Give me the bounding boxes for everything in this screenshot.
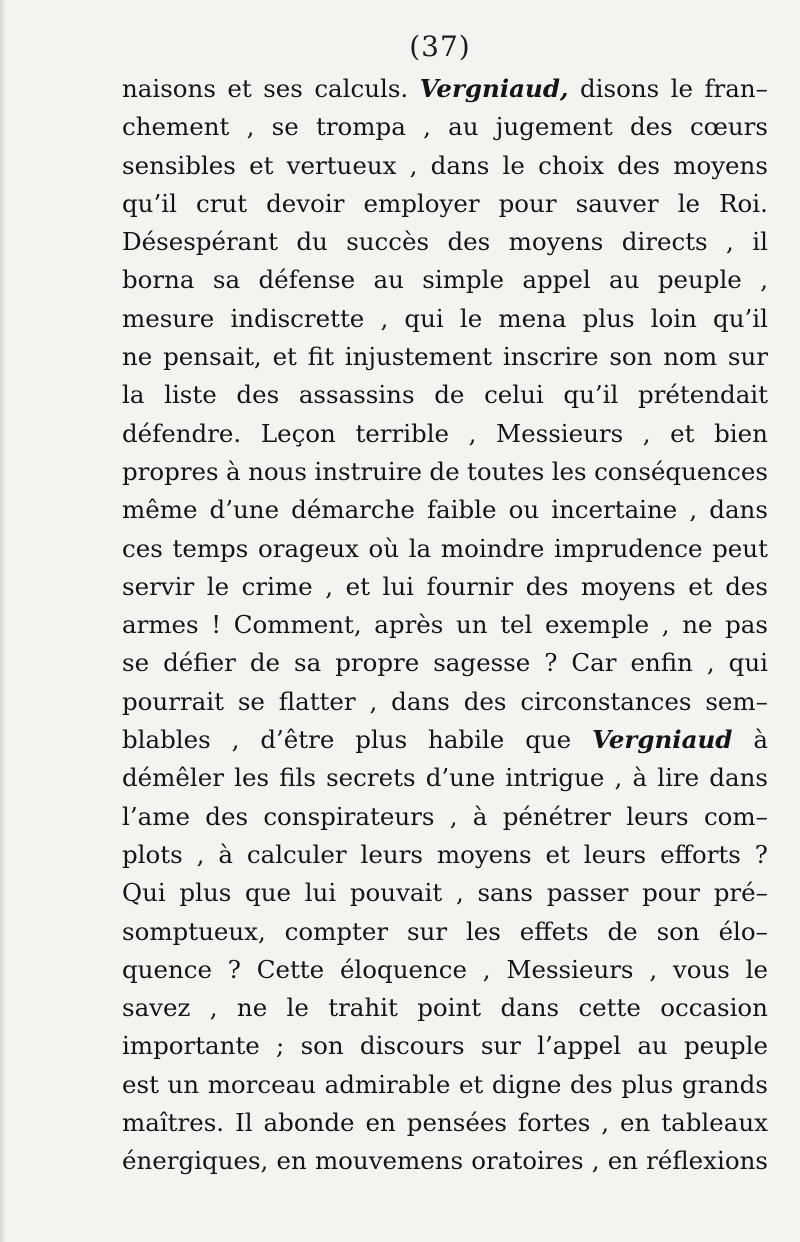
- word: nous: [248, 456, 307, 486]
- text-line: [122, 304, 768, 342]
- word: somptueux,: [122, 916, 266, 946]
- word: des: [447, 227, 491, 257]
- word: fortes: [517, 1108, 591, 1138]
- word: dans: [500, 993, 560, 1023]
- word: tel: [500, 610, 533, 640]
- word: nom: [663, 342, 718, 372]
- word: il: [752, 227, 768, 257]
- word: ,: [380, 303, 389, 333]
- word: abonde: [263, 1108, 355, 1138]
- word: fils: [279, 763, 316, 793]
- word: pré–: [713, 878, 768, 908]
- word: la: [122, 380, 145, 410]
- word: pouvait: [349, 878, 443, 908]
- word: ,: [246, 112, 255, 142]
- text-line: [122, 917, 768, 955]
- word: son: [656, 916, 700, 946]
- text-line: [122, 265, 768, 303]
- word: est: [122, 1069, 159, 1099]
- word: pensées: [406, 1108, 507, 1138]
- word: ces: [122, 533, 163, 563]
- word: tableaux: [661, 1108, 768, 1138]
- word: grands: [681, 1069, 768, 1099]
- word: plus: [355, 725, 408, 755]
- word: secrets: [326, 763, 416, 793]
- word: enfin: [630, 648, 693, 678]
- word: fournir: [426, 571, 514, 601]
- word: trompa: [315, 112, 406, 142]
- word: temps: [172, 533, 249, 563]
- word: mouvemens: [314, 1146, 464, 1176]
- word: dans: [709, 763, 768, 793]
- word: sur: [406, 916, 448, 946]
- word: ?: [227, 954, 241, 984]
- text-line: [122, 1031, 768, 1069]
- word: plus: [621, 1069, 674, 1099]
- word: réflexions: [646, 1146, 768, 1176]
- word: chement: [122, 112, 230, 142]
- word: ,: [689, 495, 698, 525]
- word: jugement: [495, 112, 613, 142]
- word: des: [617, 150, 660, 180]
- word: démêler: [122, 763, 224, 793]
- word: ,: [209, 993, 218, 1023]
- word: qui: [404, 303, 444, 333]
- word: armes: [122, 610, 199, 640]
- word: à: [226, 456, 241, 486]
- word: crut: [195, 188, 248, 218]
- word: assassins: [298, 380, 415, 410]
- word: ,: [231, 725, 240, 755]
- word: de: [607, 916, 638, 946]
- word: Messieurs: [506, 954, 634, 984]
- word: sur: [480, 1031, 521, 1061]
- word: et: [670, 418, 695, 448]
- word: le: [745, 954, 768, 984]
- word: d’une: [209, 495, 280, 525]
- word: orageux: [257, 533, 359, 563]
- text-line: [122, 112, 768, 150]
- word: Comment,: [233, 610, 362, 640]
- word: la: [408, 533, 432, 563]
- word: celui: [484, 380, 544, 410]
- word: et: [545, 839, 570, 869]
- word: et: [688, 571, 713, 601]
- word: oratoires: [471, 1146, 584, 1176]
- word: indiscrette: [230, 303, 365, 333]
- word: que: [525, 725, 572, 755]
- word: le: [459, 303, 483, 333]
- text-line: [122, 763, 768, 801]
- word: directs: [621, 227, 708, 257]
- word: vertueux: [286, 150, 397, 180]
- word: plots: [122, 839, 183, 869]
- word: et: [272, 342, 297, 372]
- word: plus: [582, 303, 635, 333]
- word: un: [456, 610, 488, 640]
- word: passer: [546, 878, 629, 908]
- word: occasion: [660, 993, 768, 1023]
- word: en: [620, 1108, 651, 1138]
- word: ou: [508, 495, 540, 525]
- word: pensait,: [163, 342, 262, 372]
- word: leurs: [583, 839, 647, 869]
- text-line: [122, 151, 768, 189]
- word: point: [417, 993, 482, 1023]
- word: toutes: [467, 456, 545, 486]
- word: imprudence: [554, 533, 703, 563]
- word: ?: [544, 648, 558, 678]
- word: pénétrer: [502, 801, 611, 831]
- word: ,: [726, 227, 734, 257]
- word: à: [753, 725, 768, 755]
- word: ,: [614, 763, 623, 793]
- word: Qui: [122, 878, 166, 908]
- text-line: [122, 610, 768, 648]
- word: en: [276, 1146, 307, 1176]
- word: fit: [307, 342, 334, 372]
- word: un: [167, 1069, 200, 1099]
- text-line: [122, 572, 768, 610]
- word: importante: [122, 1031, 260, 1061]
- word: cette: [578, 993, 641, 1023]
- word: au: [609, 265, 640, 295]
- word: au: [448, 112, 479, 142]
- word: ,: [591, 1146, 600, 1176]
- word: admirable: [324, 1069, 451, 1099]
- word: les: [465, 916, 501, 946]
- word: succès: [346, 227, 430, 257]
- text-line: [122, 419, 768, 457]
- word: qu’il: [563, 380, 619, 410]
- text-line: [122, 802, 768, 840]
- word: trahit: [328, 993, 398, 1023]
- word: incertaine: [551, 495, 678, 525]
- word: le: [677, 188, 701, 218]
- word: pas: [725, 610, 768, 640]
- text-line: [122, 1108, 768, 1146]
- word: défier: [163, 648, 236, 678]
- word: le: [286, 993, 309, 1023]
- word: Vergniaud,: [419, 74, 569, 103]
- word: énergiques,: [122, 1146, 269, 1176]
- word: son: [609, 342, 653, 372]
- word: qu’il: [713, 303, 768, 333]
- word: des: [629, 112, 673, 142]
- word: morceau: [207, 1069, 317, 1099]
- word: cœurs: [689, 112, 768, 142]
- word: discours: [359, 1031, 465, 1061]
- word: après: [374, 610, 444, 640]
- word: au: [637, 1031, 668, 1061]
- word: borna: [122, 265, 195, 295]
- word: !: [211, 610, 222, 640]
- word: de: [249, 648, 280, 678]
- word: le: [206, 571, 230, 601]
- word: ?: [754, 839, 768, 869]
- word: blables: [122, 725, 211, 755]
- word: ,: [468, 418, 477, 448]
- word: peuple: [657, 265, 742, 295]
- word: où: [368, 533, 400, 563]
- word: sa: [294, 648, 322, 678]
- word: ,: [449, 801, 458, 831]
- word: dans: [430, 150, 490, 180]
- word: Désespérant: [122, 227, 278, 257]
- word: efforts: [660, 839, 741, 869]
- word: mena: [498, 303, 567, 333]
- word: digne: [491, 1069, 562, 1099]
- text-line: [122, 878, 768, 916]
- word: calculer: [246, 839, 347, 869]
- word: quence: [122, 954, 212, 984]
- word: le: [670, 74, 694, 103]
- word: propres: [122, 456, 219, 486]
- word: simple: [422, 265, 504, 295]
- word: les: [234, 763, 270, 793]
- text-line: [122, 725, 768, 763]
- word: le: [502, 150, 525, 180]
- word: Vergniaud: [592, 725, 733, 755]
- word: élo–: [718, 916, 768, 946]
- word: prétendait: [638, 380, 768, 410]
- word: Cette: [256, 954, 325, 984]
- word: instruire: [314, 456, 422, 486]
- word: de: [434, 380, 465, 410]
- word: se: [237, 686, 265, 716]
- text-line: [122, 380, 768, 418]
- text-line: [122, 1146, 768, 1184]
- word: calculs.: [314, 74, 409, 103]
- text-line: [122, 687, 768, 725]
- word: ne: [122, 342, 153, 372]
- word: ,: [482, 954, 491, 984]
- word: au: [373, 265, 404, 295]
- word: servir: [122, 571, 195, 601]
- word: ,: [649, 954, 658, 984]
- word: ,: [369, 686, 378, 716]
- word: à: [218, 839, 233, 869]
- word: leurs: [626, 801, 689, 831]
- word: sagesse: [433, 648, 531, 678]
- word: même: [122, 495, 198, 525]
- word: mesure: [122, 303, 215, 333]
- page-edge-shadow: [0, 0, 6, 1242]
- text-line: [122, 534, 768, 572]
- word: des: [463, 686, 507, 716]
- word: habile: [428, 725, 505, 755]
- word: éloquence: [339, 954, 467, 984]
- word: qui: [728, 648, 768, 678]
- word: ,: [706, 648, 715, 678]
- text-line: [122, 1070, 768, 1108]
- word: Il: [235, 1108, 253, 1138]
- word: à: [632, 763, 648, 793]
- word: défense: [258, 265, 356, 295]
- word: pourrait: [122, 686, 224, 716]
- word: Leçon: [260, 418, 336, 448]
- word: ;: [276, 1031, 285, 1061]
- word: en: [365, 1108, 396, 1138]
- word: ,: [325, 571, 334, 601]
- word: peut: [712, 533, 768, 563]
- word: l’appel: [537, 1031, 622, 1061]
- word: bien: [714, 418, 768, 448]
- text-line: [122, 457, 768, 495]
- word: compter: [284, 916, 389, 946]
- word: qu’il: [122, 188, 177, 218]
- word: Messieurs: [496, 418, 624, 448]
- word: ne: [236, 993, 268, 1023]
- word: pour: [642, 878, 701, 908]
- word: sem–: [705, 686, 768, 716]
- word: dans: [391, 686, 450, 716]
- word: son: [300, 1031, 344, 1061]
- word: des: [725, 571, 768, 601]
- word: moyens: [508, 227, 604, 257]
- word: ,: [409, 150, 418, 180]
- word: ,: [455, 878, 464, 908]
- word: des: [570, 1069, 613, 1099]
- word: sur: [727, 342, 768, 372]
- word: moyens: [673, 150, 768, 180]
- word: leurs: [360, 839, 423, 869]
- word: inscrire: [502, 342, 599, 372]
- word: fran–: [704, 74, 768, 103]
- word: sans: [477, 878, 533, 908]
- text-line: [122, 955, 768, 993]
- word: choix: [538, 150, 605, 180]
- word: de: [429, 456, 460, 486]
- word: circonstances: [520, 686, 692, 716]
- word: du: [296, 227, 328, 257]
- word: Car: [571, 648, 617, 678]
- word: se: [122, 648, 150, 678]
- text-line: [122, 495, 768, 533]
- word: conséquences: [594, 456, 768, 486]
- body-text: [122, 74, 768, 1185]
- word: conspirateurs: [263, 801, 435, 831]
- page-number: (37): [409, 30, 471, 63]
- word: des: [205, 801, 249, 831]
- word: loin: [650, 303, 697, 333]
- word: moindre: [440, 533, 545, 563]
- word: vous: [672, 954, 730, 984]
- word: démarche: [291, 495, 415, 525]
- word: liste: [164, 380, 217, 410]
- word: disons: [580, 74, 660, 103]
- word: employer: [363, 188, 480, 218]
- text-line: [122, 74, 768, 112]
- word: ne: [682, 610, 713, 640]
- word: Roi.: [719, 188, 768, 218]
- word: naisons: [122, 74, 216, 103]
- word: crime: [241, 571, 313, 601]
- word: moyens: [581, 571, 676, 601]
- word: pour: [498, 188, 557, 218]
- word: et: [345, 571, 370, 601]
- word: moyens: [436, 839, 532, 869]
- word: ,: [642, 418, 651, 448]
- word: et: [249, 150, 274, 180]
- word: que: [245, 878, 291, 908]
- word: exemple: [545, 610, 650, 640]
- word: lire: [657, 763, 700, 793]
- word: à: [472, 801, 488, 831]
- word: et: [458, 1069, 484, 1099]
- word: appel: [522, 265, 591, 295]
- word: ,: [760, 265, 768, 295]
- word: se: [271, 112, 299, 142]
- text-line: [122, 227, 768, 265]
- word: peuple: [683, 1031, 768, 1061]
- word: lui: [382, 571, 414, 601]
- word: l’ame: [122, 801, 190, 831]
- word: défendre.: [122, 418, 242, 448]
- word: les: [551, 456, 587, 486]
- word: lui: [304, 878, 337, 908]
- text-line: [122, 189, 768, 227]
- word: ,: [423, 112, 431, 142]
- word: sauver: [575, 188, 659, 218]
- word: com–: [703, 801, 768, 831]
- word: d’une: [425, 763, 496, 793]
- word: en: [607, 1146, 638, 1176]
- text-line: [122, 840, 768, 878]
- word: sensibles: [122, 150, 236, 180]
- word: injustement: [344, 342, 493, 372]
- word: flatter: [278, 686, 356, 716]
- word: savez: [122, 993, 191, 1023]
- word: dans: [709, 495, 768, 525]
- word: d’être: [260, 725, 335, 755]
- word: ses: [263, 74, 303, 103]
- word: des: [525, 571, 569, 601]
- word: ,: [601, 1108, 610, 1138]
- word: et: [227, 74, 252, 103]
- word: maîtres.: [122, 1108, 225, 1138]
- text-line: [122, 648, 768, 686]
- word: plus: [179, 878, 232, 908]
- word: sa: [212, 265, 241, 295]
- text-line: [122, 342, 768, 380]
- word: devoir: [266, 188, 345, 218]
- word: faible: [426, 495, 497, 525]
- text-line: [122, 993, 768, 1031]
- word: ,: [661, 610, 670, 640]
- word: terrible: [355, 418, 450, 448]
- word: des: [236, 380, 280, 410]
- word: intrigue: [505, 763, 605, 793]
- word: propre: [335, 648, 420, 678]
- word: effets: [519, 916, 589, 946]
- word: ,: [196, 839, 205, 869]
